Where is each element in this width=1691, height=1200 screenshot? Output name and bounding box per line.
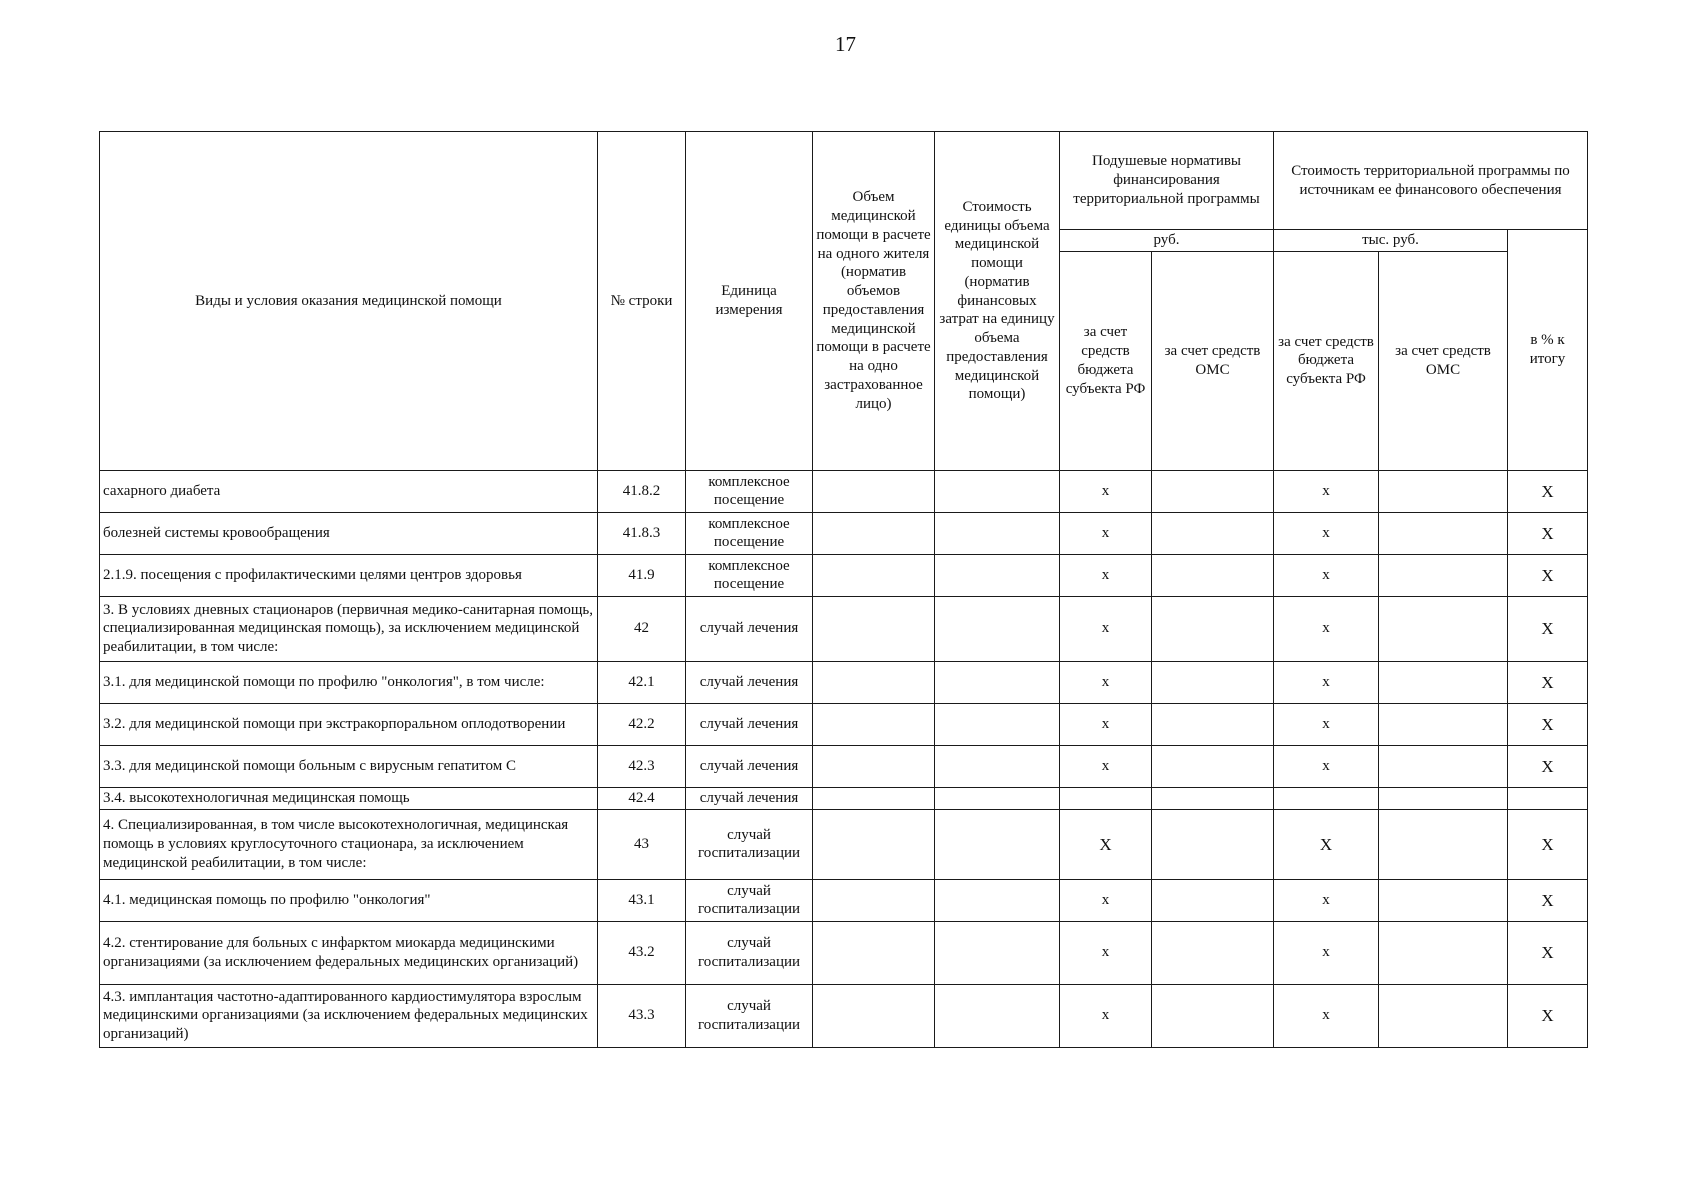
header-per-capita-budget: за счет средств бюджета субъекта РФ xyxy=(1060,251,1152,470)
row-name: 3.1. для медицинской помощи по профилю "онкология", в том числе: xyxy=(100,661,598,703)
row-cost xyxy=(935,879,1060,921)
row-program-oms xyxy=(1379,809,1508,879)
row-volume xyxy=(813,745,935,787)
row-unit: комплексное посещение xyxy=(686,554,813,596)
row-program-oms xyxy=(1379,661,1508,703)
header-type: Виды и условия оказания медицинской помощи xyxy=(100,132,598,471)
row-unit: случай госпитализации xyxy=(686,809,813,879)
row-name: 4.3. имплантация частотно-адаптированного кардиостимулятора взрослым медицинскими организациями (за исключением федеральных медицинских организаций) xyxy=(100,984,598,1047)
row-name: 3.2. для медицинской помощи при экстракорпоральном оплодотворении xyxy=(100,703,598,745)
row-per-capita-budget: x xyxy=(1060,554,1152,596)
row-code: 41.8.2 xyxy=(598,470,686,512)
row-volume xyxy=(813,661,935,703)
header-unit-rub: руб. xyxy=(1060,230,1274,252)
row-program-budget: x xyxy=(1274,661,1379,703)
row-code: 43.1 xyxy=(598,879,686,921)
row-name: 4. Специализированная, в том числе высокотехнологичная, медицинская помощь в условиях круглосуточного стационара, за исключением медицинской реабилитации, в том числе: xyxy=(100,809,598,879)
row-per-capita-oms xyxy=(1152,554,1274,596)
row-code: 43 xyxy=(598,809,686,879)
row-cost xyxy=(935,787,1060,809)
row-unit: случай лечения xyxy=(686,745,813,787)
header-unit-thousand-rub: тыс. руб. xyxy=(1274,230,1508,252)
row-code: 42.1 xyxy=(598,661,686,703)
row-program-budget: x xyxy=(1274,984,1379,1047)
row-program-budget: x xyxy=(1274,554,1379,596)
row-per-capita-oms xyxy=(1152,596,1274,661)
header-volume: Объем медицинской помощи в расчете на одного жителя (норматив объемов предоставления медицинской помощи в расчете на одно застрахованное лицо) xyxy=(813,132,935,471)
row-code: 42 xyxy=(598,596,686,661)
row-program-budget: x xyxy=(1274,745,1379,787)
row-per-capita-budget: X xyxy=(1060,809,1152,879)
row-unit: случай госпитализации xyxy=(686,984,813,1047)
row-program-oms xyxy=(1379,470,1508,512)
header-code: № строки xyxy=(598,132,686,471)
row-percent: X xyxy=(1508,745,1588,787)
row-cost xyxy=(935,809,1060,879)
table-row xyxy=(100,470,1588,512)
row-per-capita-budget: x xyxy=(1060,745,1152,787)
row-per-capita-budget: x xyxy=(1060,984,1152,1047)
row-cost xyxy=(935,470,1060,512)
row-unit: случай госпитализации xyxy=(686,921,813,984)
row-cost xyxy=(935,596,1060,661)
row-percent: X xyxy=(1508,512,1588,554)
row-cost xyxy=(935,512,1060,554)
row-program-budget: x xyxy=(1274,512,1379,554)
row-per-capita-budget: x xyxy=(1060,470,1152,512)
row-code: 41.9 xyxy=(598,554,686,596)
row-code: 42.4 xyxy=(598,787,686,809)
row-program-budget: x xyxy=(1274,703,1379,745)
row-unit: случай лечения xyxy=(686,596,813,661)
row-percent: X xyxy=(1508,879,1588,921)
row-per-capita-budget: x xyxy=(1060,921,1152,984)
row-volume xyxy=(813,809,935,879)
row-program-oms xyxy=(1379,879,1508,921)
row-per-capita-budget: x xyxy=(1060,596,1152,661)
row-program-oms xyxy=(1379,703,1508,745)
row-program-budget xyxy=(1274,787,1379,809)
table-row xyxy=(100,661,1588,703)
row-per-capita-budget: x xyxy=(1060,512,1152,554)
table-row xyxy=(100,703,1588,745)
row-name: 4.1. медицинская помощь по профилю "онкология" xyxy=(100,879,598,921)
table-header xyxy=(100,132,1588,471)
row-per-capita-oms xyxy=(1152,879,1274,921)
row-volume xyxy=(813,470,935,512)
row-percent: X xyxy=(1508,921,1588,984)
row-unit: случай госпитализации xyxy=(686,879,813,921)
row-volume xyxy=(813,596,935,661)
row-per-capita-budget: x xyxy=(1060,703,1152,745)
row-program-budget: x xyxy=(1274,470,1379,512)
row-volume xyxy=(813,984,935,1047)
row-per-capita-oms xyxy=(1152,745,1274,787)
header-cost: Стоимость единицы объема медицинской помощи (норматив финансовых затрат на единицу объема предоставления медицинской помощи) xyxy=(935,132,1060,471)
row-code: 42.2 xyxy=(598,703,686,745)
row-volume xyxy=(813,787,935,809)
row-cost xyxy=(935,554,1060,596)
table-row xyxy=(100,554,1588,596)
row-name: сахарного диабета xyxy=(100,470,598,512)
row-volume xyxy=(813,512,935,554)
table-row xyxy=(100,596,1588,661)
row-program-oms xyxy=(1379,554,1508,596)
row-unit: комплексное посещение xyxy=(686,512,813,554)
header-program-cost-group: Стоимость территориальной программы по источникам ее финансового обеспечения xyxy=(1274,132,1588,230)
row-name: 2.1.9. посещения с профилактическими целями центров здоровья xyxy=(100,554,598,596)
page-number: 17 xyxy=(835,32,856,56)
header-unit: Единица измерения xyxy=(686,132,813,471)
header-percent-total: в % к итогу xyxy=(1508,230,1588,471)
row-code: 43.3 xyxy=(598,984,686,1047)
table-row xyxy=(100,984,1588,1047)
row-program-oms xyxy=(1379,787,1508,809)
row-name: 3.4. высокотехнологичная медицинская помощь xyxy=(100,787,598,809)
header-per-capita-oms: за счет средств ОМС xyxy=(1152,251,1274,470)
row-per-capita-oms xyxy=(1152,984,1274,1047)
row-per-capita-oms xyxy=(1152,512,1274,554)
row-program-oms xyxy=(1379,921,1508,984)
row-name: 3.3. для медицинской помощи больным с вирусным гепатитом С xyxy=(100,745,598,787)
row-cost xyxy=(935,984,1060,1047)
header-program-budget: за счет средств бюджета субъекта РФ xyxy=(1274,251,1379,470)
row-percent: X xyxy=(1508,596,1588,661)
header-program-oms: за счет средств ОМС xyxy=(1379,251,1508,470)
row-percent xyxy=(1508,787,1588,809)
row-name: болезней системы кровообращения xyxy=(100,512,598,554)
row-program-oms xyxy=(1379,512,1508,554)
header-per-capita-group: Подушевые нормативы финансирования территориальной программы xyxy=(1060,132,1274,230)
row-unit: комплексное посещение xyxy=(686,470,813,512)
row-name: 3. В условиях дневных стационаров (первичная медико-санитарная помощь, специализированная медицинская помощь), за исключением медицинской реабилитации, в том числе: xyxy=(100,596,598,661)
row-program-oms xyxy=(1379,596,1508,661)
row-per-capita-budget: x xyxy=(1060,661,1152,703)
table-body xyxy=(100,470,1588,1047)
row-percent: X xyxy=(1508,470,1588,512)
row-unit: случай лечения xyxy=(686,787,813,809)
row-volume xyxy=(813,703,935,745)
row-percent: X xyxy=(1508,703,1588,745)
row-volume xyxy=(813,879,935,921)
row-percent: X xyxy=(1508,809,1588,879)
row-volume xyxy=(813,921,935,984)
row-code: 41.8.3 xyxy=(598,512,686,554)
financing-table xyxy=(99,131,1588,1048)
row-volume xyxy=(813,554,935,596)
row-per-capita-oms xyxy=(1152,787,1274,809)
row-program-budget: x xyxy=(1274,879,1379,921)
row-unit: случай лечения xyxy=(686,703,813,745)
row-program-budget: x xyxy=(1274,596,1379,661)
table-row xyxy=(100,809,1588,879)
row-program-budget: X xyxy=(1274,809,1379,879)
row-per-capita-oms xyxy=(1152,703,1274,745)
row-code: 43.2 xyxy=(598,921,686,984)
row-per-capita-budget xyxy=(1060,787,1152,809)
row-cost xyxy=(935,661,1060,703)
row-unit: случай лечения xyxy=(686,661,813,703)
table-row xyxy=(100,787,1588,809)
row-program-oms xyxy=(1379,984,1508,1047)
row-percent: X xyxy=(1508,984,1588,1047)
table-row xyxy=(100,745,1588,787)
row-cost xyxy=(935,921,1060,984)
row-name: 4.2. стентирование для больных с инфарктом миокарда медицинскими организациями (за исключением федеральных медицинских организаций) xyxy=(100,921,598,984)
table-row xyxy=(100,512,1588,554)
row-code: 42.3 xyxy=(598,745,686,787)
row-per-capita-oms xyxy=(1152,470,1274,512)
row-per-capita-oms xyxy=(1152,921,1274,984)
table-row xyxy=(100,921,1588,984)
row-program-oms xyxy=(1379,745,1508,787)
row-per-capita-budget: x xyxy=(1060,879,1152,921)
row-per-capita-oms xyxy=(1152,809,1274,879)
row-program-budget: x xyxy=(1274,921,1379,984)
row-cost xyxy=(935,703,1060,745)
table-row xyxy=(100,879,1588,921)
row-per-capita-oms xyxy=(1152,661,1274,703)
row-cost xyxy=(935,745,1060,787)
row-percent: X xyxy=(1508,554,1588,596)
row-percent: X xyxy=(1508,661,1588,703)
